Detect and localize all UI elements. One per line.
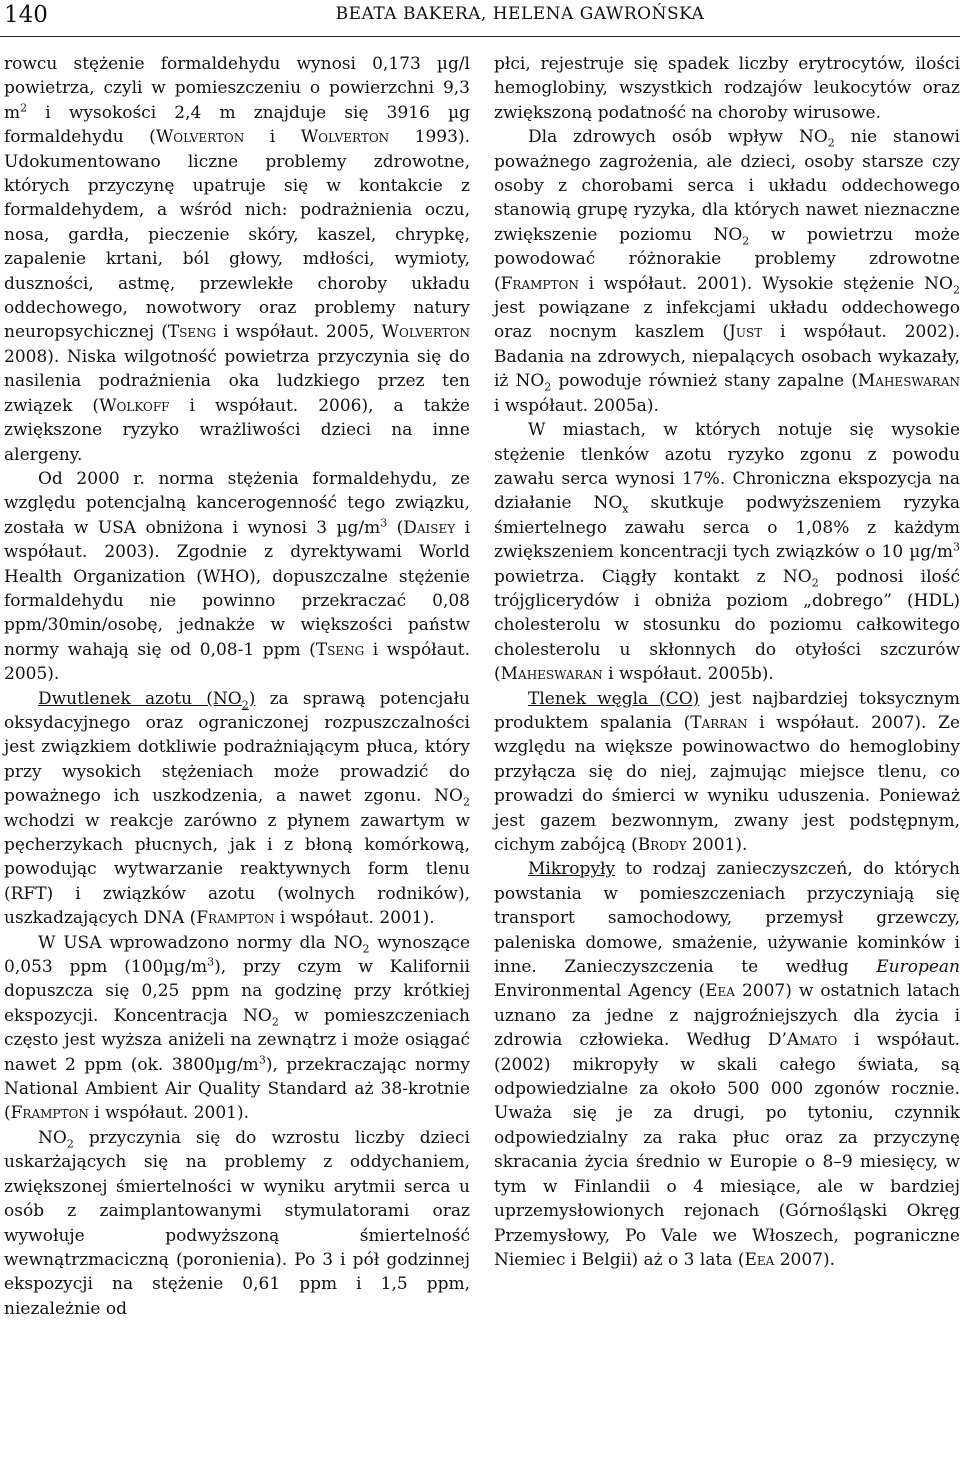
text-segment: to rodzaj zanieczyszczeń, do których powstania w pomieszczeniach przyczyniają się transport samochodowy, przemysł grzewczy, paleniska domowe, smażenie, używanie kominków i inne. Zanieczyszczenia te według: [494, 859, 960, 978]
text-segment: 2: [544, 380, 552, 394]
text-segment: 2001).: [686, 835, 748, 855]
right-column: [494, 52, 960, 1272]
citation-author: D’Amato: [767, 1030, 838, 1051]
text-segment: NO: [38, 1127, 67, 1148]
text-segment: wynoszące 0,053 ppm (100µg/m: [4, 932, 470, 978]
paragraph: [494, 857, 960, 1272]
paragraph: [494, 52, 960, 125]
text-segment: Dwutlenek azotu (NO: [38, 688, 242, 709]
citation-author: Just: [729, 322, 763, 343]
text-segment: 2: [20, 101, 28, 115]
text-segment: 2: [811, 575, 819, 589]
text-segment: 3: [953, 540, 960, 554]
text-segment: i współaut. 2007). Ze względu na większe powinowactwo do hemoglobiny przyłącza się do niej, zajmując miejsce tlenu, co prowadzi do śmierci w wyniku uduszenia. Ponieważ jest gazem bezwonnym, zwany jest podstępnym, cichym zabójcą (: [494, 712, 960, 855]
page-header: [0, 0, 960, 40]
text-segment: 2: [742, 234, 750, 248]
citation-author: Wolverton: [155, 127, 245, 148]
citation-author: Wolverton: [381, 322, 470, 343]
text-segment: podnosi ilość trójglicerydów i obniża poziom „dobrego” (HDL) cholesterolu w stosunku do poziomu całkowitego cholesterolu u skłonnych do otyłości szczurów (: [494, 566, 960, 685]
text-segment: 2007).: [774, 1249, 836, 1270]
text-segment: Od 2000 r. norma stężenia formaldehydu, ze względu potencjalną kancerogenność tego związku, została w USA obniżona i wynosi 3 µg/m: [4, 468, 470, 538]
citation-author: Frampton: [196, 908, 275, 929]
text-segment: 2: [66, 1137, 74, 1151]
header-rule: [0, 36, 960, 37]
text-segment: i współaut. 2003). Zgodnie z dyrektywami World Health Organization (WHO), dopuszczalne stężenie formaldehydu nie powinno przekraczać 0,08 ppm/30min/osobę, jednakże w większości państw normy wahają się od 0,08-1 ppm (: [4, 517, 471, 660]
citation-author: Brody: [637, 835, 687, 855]
text-segment: W USA wprowadzono normy dla NO: [38, 932, 363, 953]
text-segment: European: [876, 957, 960, 978]
text-segment: płci, rejestruje się spadek liczby erytrocytów, ilości hemoglobiny, wszystkich rodzajów leukocytów oraz zwiększoną podatność na choroby wirusowe.: [494, 54, 960, 123]
paragraph: [494, 125, 960, 418]
text-segment: 2: [463, 795, 470, 809]
left-column: [4, 52, 470, 1321]
text-segment: Tlenek węgla (CO): [528, 688, 700, 709]
text-segment: i współaut. 2005b).: [602, 664, 774, 685]
text-segment: 3: [380, 516, 388, 530]
text-segment: i współaut. 2006), a także zwiększone ryzyko wrażliwości dzieci na inne alergeny.: [4, 395, 470, 465]
text-segment: 2008). Niska wilgotność powietrza przyczynia się do nasilenia podrażnienia oka ludzkiego przez ten związek (: [4, 346, 470, 416]
text-segment: i współaut. 2001).: [274, 908, 435, 929]
paragraph: [494, 687, 960, 858]
text-segment: i współaut. 2005,: [216, 322, 382, 343]
text-segment: powietrza. Ciągły kontakt z NO: [494, 566, 812, 587]
text-segment: i współaut. 2001). Wysokie stężenie NO: [578, 273, 953, 294]
text-segment: i współaut. 2005a).: [494, 395, 659, 416]
citation-author: Wolkoff: [99, 395, 170, 416]
page-number: 140: [4, 2, 48, 28]
citation-author: Tseng: [315, 639, 365, 660]
text-segment: nie stanowi poważnego zagrożenia, ale dzieci, osoby starsze czy osoby z chorobami serca i układu oddechowego stanowią grupę ryzyka, dla których nawet nieznaczne zwiększenie poziomu NO: [494, 127, 960, 245]
text-segment: przyczynia się do wzrostu liczby dzieci uskarżających się na problemy z oddychaniem, zwiększonej śmiertelności w wyniku arytmii serca u osób z zaimplantowanymi stymulatorami oraz wywołuje podwyższoną śmiertelność wewnątrzmaciczną (poronienia). Po 3 i pół godzinnej ekspozycji na stężenie 0,61 ppm i 1,5 ppm, niezależnie od: [4, 1127, 470, 1319]
text-segment: i współaut. (2002) mikropyły w skali całego świata, są odpowiedzialne za około 500 000 zgonów rocznie. Uważa się je za drugi, po tytoniu, czynnik odpowiedzialny za raka płuc oraz za przyczynę skracania życia średnio w Europie o 8–9 miesięcy, w tym w Finlandii o 4 miesiące, ale w bardziej uprzemysłowionych rejonach (Górnośląski Okręg Przemysłowy, Po Vale we Włoszech, pograniczne Niemiec i Belgii) aż o 3 lata (: [494, 1030, 960, 1270]
text-segment: 1993). Udokumentowano liczne problemy zdrowotne, których przyczynę upatruje się w kontakcie z formaldehydem, a wśród nich: podrażnienia oczu, nosa, gardła, pieczenie skóry, kaszel, chrypkę, zapalenie krtani, ból głowy, mdłości, wymioty, duszności, astmę, przewlekłe choroby układu oddechowego, nowotwory oraz problemy natury neuropsychicznej (: [4, 127, 470, 343]
citation-author: Frampton: [10, 1103, 89, 1124]
text-segment: x: [622, 502, 629, 516]
text-segment: i: [244, 127, 301, 148]
text-segment: i wysokości 2,4 m znajduje się 3916 µg formaldehydu (: [4, 102, 470, 148]
paragraph: [4, 52, 470, 467]
text-segment: 3: [258, 1053, 266, 1066]
text-segment: wchodzi w reakcje zarówno z płynem zawartym w pęcherzykach płucnych, jak i z błoną komórkową, powodując wytwarzanie reaktywnych form tlenu (RFT) i związków azotu (wolnych rodników), uszkadzających DNA (: [4, 810, 470, 929]
paragraph: [4, 931, 470, 1126]
text-segment: Environmental Agency (: [494, 981, 706, 1002]
text-segment: 2007) w ostatnich latach uznano za jedne z najgroźniejszych dla życia i zdrowia człowieka. Według: [494, 981, 960, 1051]
citation-author: Eea: [744, 1249, 775, 1270]
text-segment: 2: [271, 1015, 279, 1029]
text-segment: ): [248, 688, 256, 709]
text-segment: 3: [207, 955, 215, 969]
citation-author: Tarran: [690, 712, 748, 733]
text-segment: skutkuje podwyższeniem ryzyka śmiertelnego zawału serca o 1,08% z każdym zwiększeniem koncentracji tych związków o 10 µg/m: [494, 493, 960, 563]
running-head: BEATA BAKERA, HELENA GAWROŃSKA: [335, 4, 705, 24]
citation-author: Daisey: [403, 517, 456, 538]
text-segment: Mikropyły: [528, 859, 616, 880]
text-segment: rowcu stężenie formaldehydu wynosi 0,173 µg/l powietrza, czyli w pomieszczeniu o powierzchni 9,3 m: [4, 54, 470, 123]
text-segment: i współaut. 2005).: [4, 639, 471, 685]
text-segment: w powietrzu może powodować różnorakie problemy zdrowotne (: [494, 224, 960, 294]
citation-author: Tseng: [167, 322, 217, 343]
text-segment: w pomieszczeniach często jest wyższa aniżeli na zewnątrz i może osiągać nawet 2 ppm (ok. 3800µg/m: [4, 1005, 470, 1075]
text-segment: jest powiązane z infekcjami układu oddechowego oraz nocnym kaszlem (: [494, 298, 960, 343]
text-segment: W miastach, w których notuje się wysokie stężenie tlenków azotu ryzyko zgonu z powodu zawału serca wynosi 17%. Chroniczna ekspozycja na działanie NO: [494, 420, 960, 514]
paragraph: [494, 418, 960, 686]
text-segment: powoduje również stany zapalne (: [551, 371, 858, 392]
text-segment: (: [387, 517, 404, 538]
citation-author: Frampton: [500, 273, 579, 294]
text-segment: jest najbardziej toksycznym produktem spalania (: [494, 688, 960, 733]
text-segment: za sprawą potencjału oksydacyjnego oraz ograniczonej rozpuszczalności jest związkiem dotkliwie podrażniającym płuca, który przy wysokich stężeniach może prowadzić do poważnego ich uszkodzenia, a nawet zgonu. NO: [4, 688, 470, 807]
citation-author: Maheswaran: [500, 664, 603, 685]
paragraph: [4, 467, 470, 687]
text-segment: Dla zdrowych osób wpływ NO: [528, 127, 828, 148]
paragraph: [4, 1126, 470, 1321]
citation-author: Wolverton: [300, 127, 390, 148]
citation-author: Eea: [705, 981, 735, 1002]
text-segment: i współaut. 2001).: [88, 1103, 250, 1124]
text-segment: ), przekraczając normy National Ambient Air Quality Standard aż 38-krotnie (: [4, 1054, 470, 1124]
paragraph: [4, 687, 470, 931]
text-segment: 2: [953, 283, 960, 297]
text-segment: i współaut. 2002). Badania na zdrowych, niepalących osobach wykazały, iż NO: [494, 322, 960, 392]
text-segment: 2: [241, 697, 249, 711]
text-segment: 2: [362, 942, 370, 956]
citation-author: Maheswaran: [857, 371, 960, 392]
text-segment: 2: [827, 136, 835, 150]
text-segment: ), przy czym w Kalifornii dopuszcza się 0,25 ppm na godzinę przy krótkiej ekspozycji. Koncentracja NO: [4, 957, 470, 1026]
